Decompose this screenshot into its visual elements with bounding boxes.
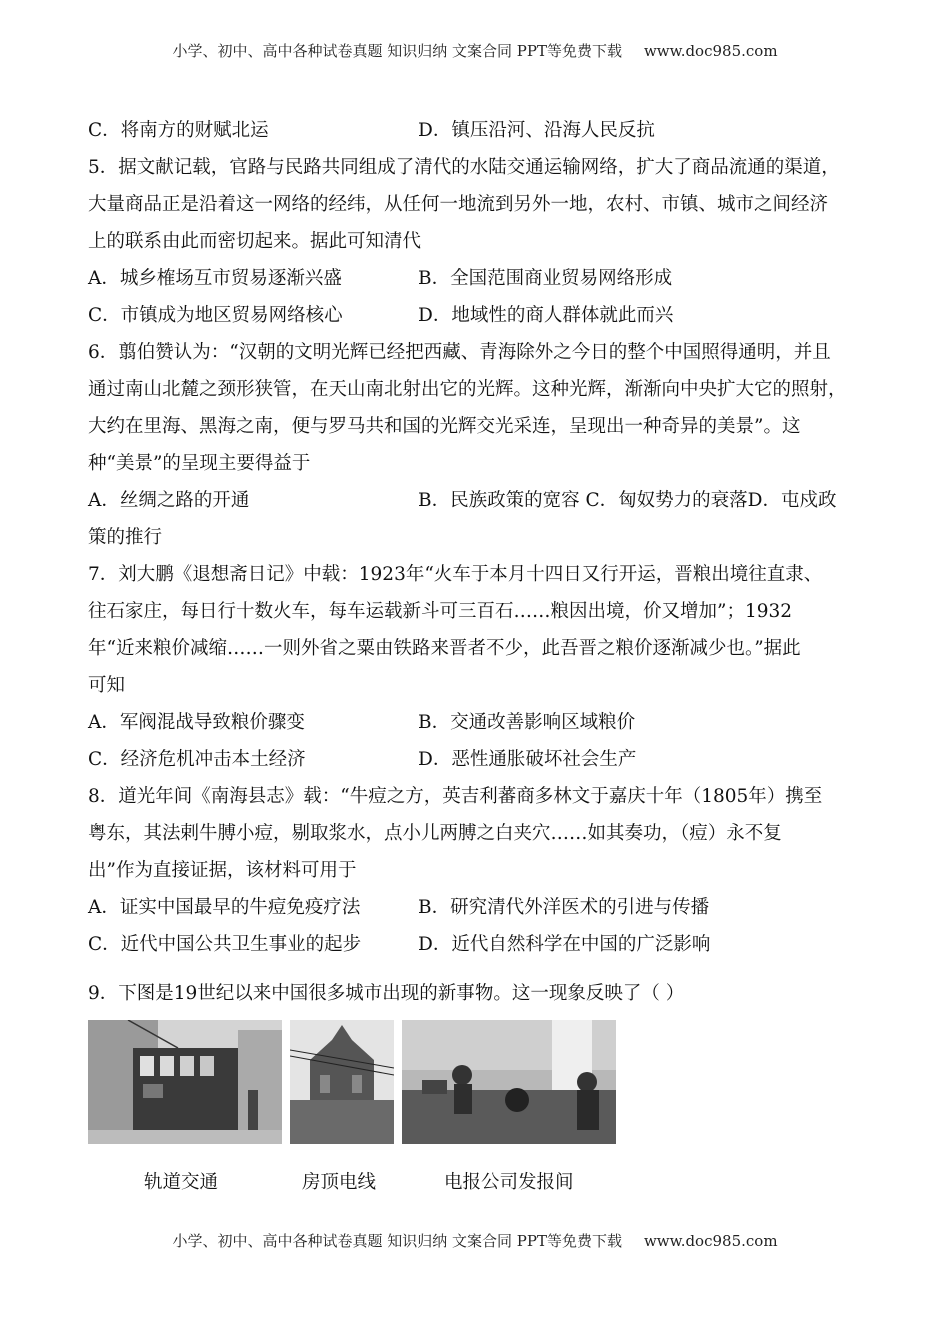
q9-caption-row xyxy=(88,1168,878,1208)
footer-url: www.doc985.com xyxy=(643,1232,778,1250)
q6-stem-line: 大约在里海、黑海之南，便与罗马共和国的光辉交光采连，呈现出一种奇异的美景”。这 xyxy=(88,416,801,437)
q8-stem-line: 出”作为直接证据，该材料可用于 xyxy=(88,860,357,881)
q7-stem-line: 往石家庄，每日行十数火车，每车运载新斗可三百石……粮因出境，价又增加”；1932 xyxy=(88,601,793,622)
q7-options-cd xyxy=(88,741,878,778)
tram-photo xyxy=(88,1020,282,1144)
caption-rooftop-wires: 房顶电线 xyxy=(302,1172,377,1193)
q5-option-d: D．地域性的商人群体就此而兴 xyxy=(418,305,674,326)
q8-stem-line: 粤东，其法剌牛膊小痘，剔取浆水，点小儿两膊之白夹穴……如其奏功，（痘）永不复 xyxy=(88,823,782,844)
q5-options-cd xyxy=(88,297,878,334)
footer-text: 小学、初中、高中各种试卷真题 知识归纳 文案合同 PPT等免费下载 xyxy=(172,1232,622,1250)
q4-option-c: C．将南方的财赋北运 xyxy=(88,120,269,141)
rooftop-wires-photo xyxy=(290,1020,394,1144)
q8-stem-line: 8．道光年间《南海县志》载：“牛痘之方，英吉利蕃商多林文于嘉庆十年（1805年）携至 xyxy=(88,786,823,807)
q6-stem-line: 种“美景”的呈现主要得益于 xyxy=(88,453,311,474)
q4-options-cd xyxy=(88,112,878,149)
caption-rail-transit: 轨道交通 xyxy=(144,1172,219,1193)
q7-options-ab xyxy=(88,704,878,741)
q5-option-c: C．市镇成为地区贸易网络核心 xyxy=(88,305,343,326)
q8-option-b: B．研究清代外洋医术的引进与传播 xyxy=(418,897,710,918)
q6-option-a: A．丝绸之路的开通 xyxy=(88,490,250,511)
q6-option-continuation: 策的推行 xyxy=(88,527,163,548)
q4-option-d: D．镇压沿河、沿海人民反抗 xyxy=(418,120,655,141)
header-text: 小学、初中、高中各种试卷真题 知识归纳 文案合同 PPT等免费下载 xyxy=(172,42,622,60)
q7-stem-line: 年“近来粮价减缩……一则外省之粟由铁路来晋者不少，此吾晋之粮价逐渐减少也。”据此 xyxy=(88,638,801,659)
q9-photo-row xyxy=(88,1020,878,1160)
q7-option-b: B．交通改善影响区域粮价 xyxy=(418,712,636,733)
q8-option-d: D．近代自然科学在中国的广泛影响 xyxy=(418,934,711,955)
q6-options xyxy=(88,482,878,519)
q8-options-cd xyxy=(88,926,878,963)
q8-option-a: A．证实中国最早的牛痘免疫疗法 xyxy=(88,897,361,918)
page-header xyxy=(0,40,950,61)
q9-stem: 9．下图是19世纪以来中国很多城市出现的新事物。这一现象反映了（ ） xyxy=(88,983,685,1004)
q5-options-ab xyxy=(88,260,878,297)
q7-option-a: A．军阀混战导致粮价骤变 xyxy=(88,712,305,733)
q8-options-ab xyxy=(88,889,878,926)
header-url: www.doc985.com xyxy=(643,42,778,60)
q5-option-b: B．全国范围商业贸易网络形成 xyxy=(418,268,673,289)
q7-option-c: C．经济危机冲击本土经济 xyxy=(88,749,306,770)
q5-stem-line: 5．据文献记载，官路与民路共同组成了清代的水陆交通运输网络，扩大了商品流通的渠道， xyxy=(88,157,840,178)
page-footer xyxy=(0,1230,950,1251)
q7-option-d: D．恶性通胀破坏社会生产 xyxy=(418,749,637,770)
telegraph-office-photo xyxy=(402,1020,616,1144)
q5-stem-line: 大量商品正是沿着这一网络的经纬，从任何一地流到另外一地，农村、市镇、城市之间经济 xyxy=(88,194,829,215)
q8-option-c: C．近代中国公共卫生事业的起步 xyxy=(88,934,362,955)
q7-stem-line: 可知 xyxy=(88,675,126,696)
exam-content xyxy=(88,112,878,1208)
q5-option-a: A．城乡榷场互市贸易逐渐兴盛 xyxy=(88,268,342,289)
q6-stem-line: 6．翦伯赞认为：“汉朝的文明光辉已经把西藏、青海除外之今日的整个中国照得通明，并且 xyxy=(88,342,831,363)
q7-stem-line: 7．刘大鹏《退想斋日记》中载：1923年“火车于本月十四日又行开运，晋粮出境往直隶、 xyxy=(88,564,823,585)
q6-stem-line: 通过南山北麓之颈形狭管，在天山南北射出它的光辉。这种光辉，渐渐向中央扩大它的照射， xyxy=(88,379,847,400)
q5-stem-line: 上的联系由此而密切起来。据此可知清代 xyxy=(88,231,422,252)
caption-telegraph-office: 电报公司发报间 xyxy=(444,1172,574,1193)
q6-option-bcd: B．民族政策的宽容 C．匈奴势力的衰落D．屯戍政 xyxy=(418,490,837,511)
